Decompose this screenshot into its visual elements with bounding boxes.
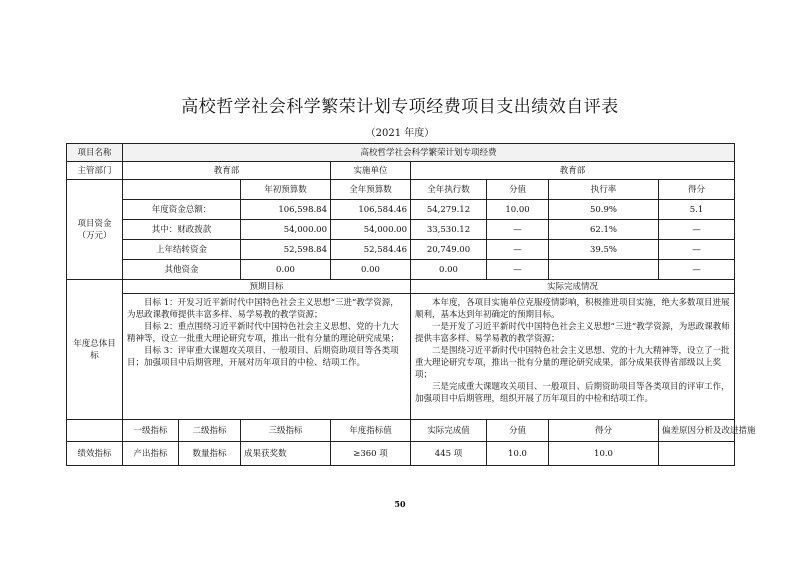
dept-value: 教育部 [123, 162, 331, 180]
funds-row-score-value: — [487, 240, 549, 260]
indicator-header-note: 偏差原因分析及改进措施 [659, 420, 735, 442]
funds-header-score: 得分 [659, 180, 735, 200]
indicator-actual: 445 项 [411, 442, 487, 466]
funds-row-rate: 62.1% [549, 220, 659, 240]
impl-value: 教育部 [411, 162, 735, 180]
funds-row-annual: 52,584.46 [331, 240, 411, 260]
funds-row-initial: 54,000.00 [241, 220, 331, 240]
funds-row-name: 其他资金 [123, 260, 241, 280]
funds-row-rate: 39.5% [549, 240, 659, 260]
funds-header-score-value: 分值 [487, 180, 549, 200]
funds-row-rate [549, 260, 659, 280]
expected-goal-item: 目标 2：重点围绕习近平新时代中国特色社会主义思想、党的十九大精神等，设立一批重大理论研究专项，推出一批有分量的理论研究成果； [127, 322, 400, 344]
indicator-level1: 产出指标 [123, 442, 179, 466]
indicator-header-target: 年度指标值 [331, 420, 411, 442]
funds-row-initial: 52,598.84 [241, 240, 331, 260]
funds-row-initial: 0.00 [241, 260, 331, 280]
indicator-target: ≥360 项 [331, 442, 411, 466]
funds-row-annual: 106,584.46 [331, 200, 411, 220]
funds-row-rate: 50.9% [549, 200, 659, 220]
actual-result-item: 本年度，各项目实施单位克服疫情影响，积极推进项目实施，绝大多数项目进展顺利，基本达到年初确定的预期目标。 [415, 298, 730, 320]
funds-row-executed: 20,749.00 [411, 240, 487, 260]
indicator-level3: 成果获奖数 [241, 442, 331, 466]
funds-label: 项目资金（万元） [67, 180, 123, 280]
indicator-note [659, 442, 735, 466]
funds-header-executed: 全年执行数 [411, 180, 487, 200]
page-title: 高校哲学社会科学繁荣计划专项经费项目支出绩效自评表 [181, 97, 619, 117]
expected-goal-item: 目标 3：评审重大课题攻关项目、一般项目、后期资助项目等各类项目；加强项目中后期管理，开展对历年项目的中检、结项工作。 [127, 346, 399, 368]
funds-row-score-value: 10.00 [487, 200, 549, 220]
goals-actual-text [411, 294, 735, 420]
indicator-level2: 数量指标 [179, 442, 241, 466]
indicator-score: 10.0 [549, 442, 659, 466]
actual-result-item: 一是开发了习近平新时代中国特色社会主义思想“三进”教学资源，为思政课教师提供丰富多样、易学易教的教学资源； [415, 322, 730, 344]
funds-row-initial: 106,598.84 [241, 200, 331, 220]
funds-header-initial: 年初预算数 [241, 180, 331, 200]
goals-label: 年度总体目标 [67, 280, 123, 420]
project-name-value: 高校哲学社会科学繁荣计划专项经费 [123, 144, 735, 162]
page-number: 50 [394, 499, 406, 509]
funds-row-executed: 0.00 [411, 260, 487, 280]
goals-expected-header: 预期目标 [123, 280, 411, 294]
funds-header-annual: 全年预算数 [331, 180, 411, 200]
indicator-header-level1: 一级指标 [123, 420, 179, 442]
impl-label: 实施单位 [331, 162, 411, 180]
indicator-header-score: 得分 [549, 420, 659, 442]
funds-row-name: 年度资金总额： [123, 200, 241, 220]
project-name-label: 项目名称 [67, 144, 123, 162]
dept-label: 主管部门 [67, 162, 123, 180]
funds-row-name: 其中：财政拨款 [123, 220, 241, 240]
funds-row-score-value: — [487, 260, 549, 280]
funds-row-executed: 33,530.12 [411, 220, 487, 240]
goals-expected-text [123, 294, 411, 420]
indicator-score-value: 10.0 [487, 442, 549, 466]
performance-table [66, 143, 756, 466]
funds-row-annual: 54,000.00 [331, 220, 411, 240]
funds-row-annual: 0.00 [331, 260, 411, 280]
report-year: （2021 年度） [365, 128, 435, 139]
indicators-label: 绩效指标 [67, 442, 123, 466]
funds-row-score: — [659, 220, 735, 240]
funds-row-name: 上年结转资金 [123, 240, 241, 260]
funds-row-score-value: — [487, 220, 549, 240]
funds-row-score: — [659, 240, 735, 260]
goals-actual-header: 实际完成情况 [411, 280, 735, 294]
actual-result-item: 三是完成重大课题攻关项目、一般项目、后期资助项目等各类项目的评审工作，加强项目中后期管理，组织开展了历年项目的中检和结项工作。 [415, 382, 730, 404]
expected-goal-item: 目标 1：开发习近平新时代中国特色社会主义思想“三进”教学资源，为思政课教师提供丰富多样、易学易教的教学资源； [127, 298, 399, 320]
indicator-header-level3: 三级指标 [241, 420, 331, 442]
actual-result-item: 二是围绕习近平新时代中国特色社会主义思想、党的十九大精神等，设立了一批重大理论研究专项，推出一批有分量的理论研究成果，部分成果获得省部级以上奖项； [415, 346, 730, 380]
indicator-header-level2: 二级指标 [179, 420, 241, 442]
funds-header-blank [123, 180, 241, 200]
funds-row-score: — [659, 260, 735, 280]
funds-row-executed: 54,279.12 [411, 200, 487, 220]
indicator-header-score-value: 分值 [487, 420, 549, 442]
funds-header-rate: 执行率 [549, 180, 659, 200]
indicator-header-actual: 实际完成值 [411, 420, 487, 442]
funds-row-score: 5.1 [659, 200, 735, 220]
indicators-header-blank [67, 420, 123, 442]
